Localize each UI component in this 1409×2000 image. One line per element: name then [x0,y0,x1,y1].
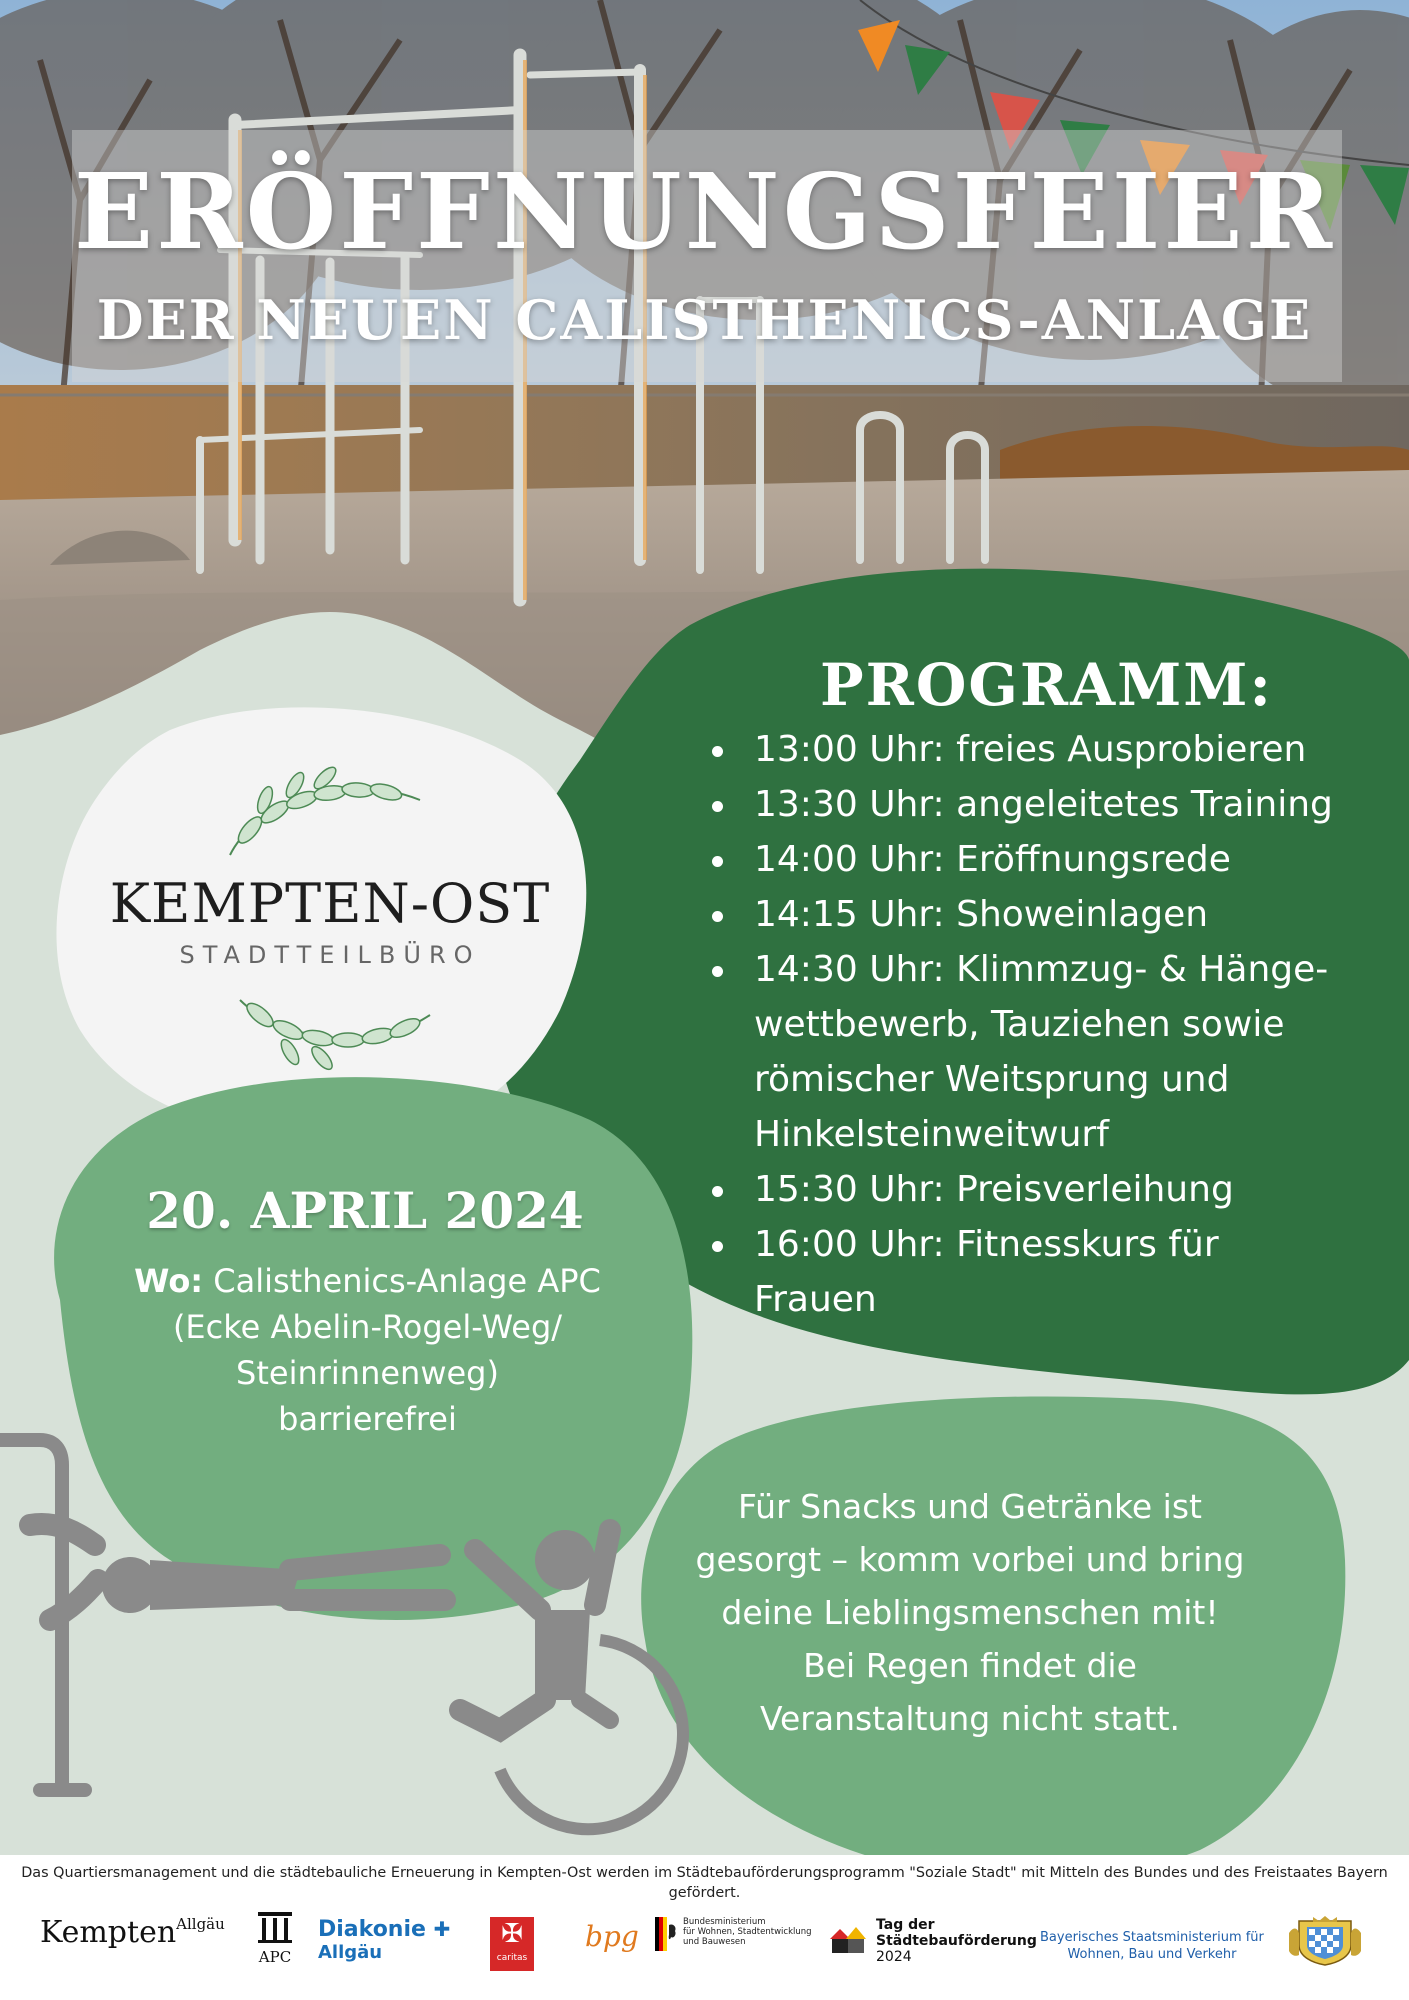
where-line: (Ecke Abelin-Rogel-Weg/ [172,1308,563,1346]
caritas-logo [490,1917,534,1971]
bayern-line: Wohnen, Bau und Verkehr [1067,1947,1237,1962]
tag-line: Tag der [876,1917,935,1933]
diakonie-cross-icon: ✚ [433,1917,451,1941]
bmwsb-line: und Bauwesen [683,1937,746,1947]
bpg-logo-text: bpg [585,1920,639,1953]
tag-line: 2024 [876,1949,912,1965]
program-title: PROGRAMM: [820,651,1273,719]
tag-staedtebaufoerderung-logo [828,1917,1037,1965]
program-item: 15:30 Uhr: Preisverleihung [708,1162,1348,1217]
apc-columns-icon [256,1910,294,1944]
logo-subtitle: STADTTEILBÜRO [179,941,481,969]
program-item: 14:30 Uhr: Klimmzug- & Hänge-wettbewerb, Tauziehen sowie römischer Weitsprung und Hinkelsteinweitwurf [708,942,1348,1162]
accessibility-note: barrierefrei [278,1400,457,1438]
kempten-logo-text: Kempten [40,1915,177,1950]
poster-title: ERÖFFNUNGSFEIER [73,150,1336,273]
where-line: Calisthenics-Anlage APC [213,1262,601,1300]
caritas-flame-icon: ✠ [501,1919,523,1949]
bmwsb-logo [655,1917,812,1951]
bayern-line: Bayerisches Staatsministerium für [1040,1930,1264,1945]
where-label: Wo: [134,1262,204,1300]
bmwsb-line: Bundesministerium [683,1917,766,1927]
houses-icon [828,1917,868,1957]
apc-logo-text: APC [258,1948,292,1966]
caritas-logo-text: caritas [496,1953,528,1963]
program-item: 13:00 Uhr: freies Ausprobieren [708,722,1348,777]
kempten-logo [40,1915,225,1950]
diakonie-logo-text: Diakonie [318,1917,426,1942]
diakonie-logo [318,1917,450,1964]
program-item: 14:00 Uhr: Eröffnungsrede [708,832,1348,887]
logo-name: KEMPTEN-OST [109,872,551,935]
program-item: 16:00 Uhr: Fitnesskurs für Frauen [708,1217,1348,1327]
snacks-line: deine Lieblingsmenschen mit! [721,1593,1219,1632]
bayern-ministry-logo [1040,1929,1264,1963]
poster-subtitle: DER NEUEN CALISTHENICS-ANLAGE [96,288,1313,352]
footer [0,1855,1409,2000]
snacks-line: Veranstaltung nicht statt. [759,1699,1181,1738]
kempten-logo-sup: Allgäu [176,1915,225,1933]
eagle-icon [655,1917,677,1951]
snacks-line: Für Snacks und Getränke ist [738,1487,1202,1526]
event-location [105,1258,630,1442]
snacks-line: gesorgt – komm vorbei und bring [695,1540,1245,1579]
tag-line: Städtebauförderung [876,1933,1037,1949]
apc-logo [250,1910,300,1966]
diakonie-logo-sub: Allgäu [318,1942,383,1963]
program-item: 13:30 Uhr: angeleitetes Training [708,777,1348,832]
bmwsb-line: für Wohnen, Stadtentwicklung [683,1927,812,1937]
program-item: 14:15 Uhr: Showeinlagen [708,887,1348,942]
snacks-line: Bei Regen findet die [803,1646,1137,1685]
snacks-note [680,1480,1260,1745]
bavaria-coat-of-arms-icon [1285,1915,1365,1967]
program-list [708,722,1348,1327]
where-line: Steinrinnenweg) [236,1354,499,1392]
funding-note: Das Quartiersmanagement und die städtebauliche Erneuerung in Kempten-Ost werden im Städtebauförderungsprogramm "Soziale Stadt" mit Mitteln des Bundes und des Freistaates Bayern gefördert. [21,1865,1388,1901]
event-date: 20. APRIL 2024 [146,1181,584,1240]
bpg-logo [585,1917,639,1957]
